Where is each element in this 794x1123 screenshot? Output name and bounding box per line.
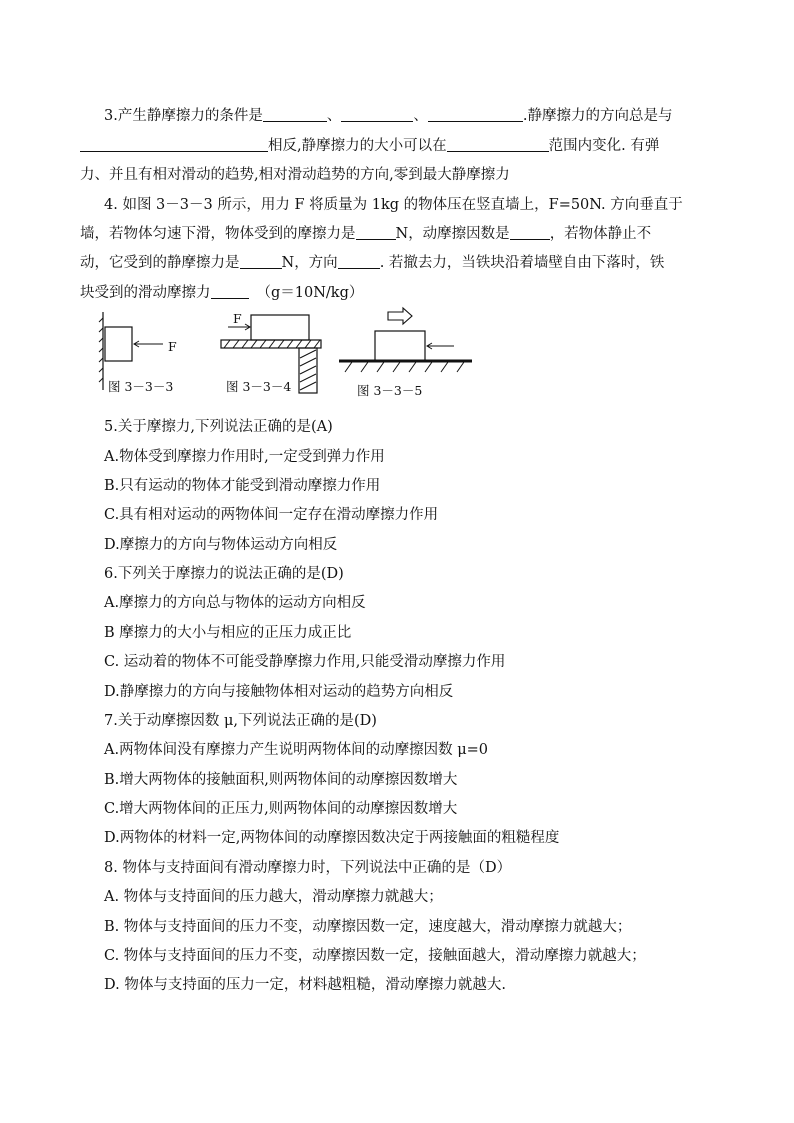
q4-line-1: 4. 如图 3－3－3 所示，用力 F 将质量为 1kg 的物体压在竖直墙上，F=50N. 方向垂直于 [104, 197, 683, 213]
q8-option-a: A. 物体与支持面间的压力越大，滑动摩擦力就越大； [104, 889, 443, 905]
q4-text: 动，它受到的静摩擦力是 [80, 255, 240, 271]
floor-hatching [345, 362, 464, 372]
block [375, 331, 425, 361]
q4-blank-5 [211, 284, 249, 299]
q4-blank-1 [356, 225, 396, 240]
q3-line-3: 力、并且有相对滑动的趋势,相对滑动趋势的方向,零到最大静摩擦力 [80, 167, 510, 183]
q6-option-d: D.静摩擦力的方向与接触物体相对运动的趋势方向相反 [104, 684, 454, 700]
figure-3-3-5 [339, 308, 472, 372]
post-hatching [300, 350, 316, 390]
q3-line-1 [104, 104, 672, 125]
q7-stem: 7.关于动摩擦因数 μ,下列说法正确的是(D) [104, 713, 377, 729]
q3-blank-2 [341, 107, 413, 122]
q3-separator: 、 [326, 108, 342, 124]
q5-option-d: D.摩擦力的方向与物体运动方向相反 [104, 537, 338, 553]
q7-option-d: D.两物体的材料一定,两物体间的动摩擦因数决定于两接触面的粗糙程度 [104, 830, 560, 846]
q6-stem: 6.下列关于摩擦力的说法正确的是(D) [104, 566, 344, 582]
shelf-hatching [224, 340, 320, 348]
q3-blank-5 [447, 137, 549, 152]
q4-blank-2 [510, 225, 550, 240]
q4-line-2 [80, 222, 651, 243]
q3-blank-3 [428, 107, 523, 122]
q4-text: . 若撤去力，当铁块沿着墙壁自由下落时，铁 [379, 255, 665, 271]
q5-stem: 5.关于摩擦力,下列说法正确的是(A) [104, 419, 333, 435]
fig2-force-label: F [233, 311, 242, 326]
q8-option-d: D. 物体与支持面的压力一定，材料越粗糙，滑动摩擦力就越大. [104, 977, 506, 993]
q7-option-c: C.增大两物体间的正压力,则两物体间的动摩擦因数增大 [104, 801, 458, 817]
q4-line-3 [80, 251, 664, 272]
q5-option-a: A.物体受到摩擦力作用时,一定受到弹力作用 [104, 449, 385, 465]
fig2-caption: 图 3－3－4 [226, 379, 292, 394]
q4-line-4 [80, 281, 363, 302]
block [105, 327, 132, 361]
q6-option-c: C. 运动着的物体不可能受静摩擦力作用,只能受滑动摩擦力作用 [104, 654, 506, 670]
q3-text: 相反,静摩擦力的大小可以在 [268, 138, 447, 154]
block [251, 315, 309, 340]
q3-blank-1 [263, 107, 327, 122]
q4-blank-4 [338, 254, 380, 269]
q3-text: 3.产生静摩擦力的条件是 [104, 108, 263, 124]
q3-text: .静摩擦力的方向总是与 [522, 108, 673, 124]
q8-option-c: C. 物体与支持面间的压力不变，动摩擦因数一定，接触面越大，滑动摩擦力就越大； [104, 948, 646, 964]
q4-text: 块受到的滑动摩擦力 [80, 285, 211, 301]
q7-option-b: B.增大两物体的接触面积,则两物体间的动摩擦因数增大 [104, 772, 458, 788]
q5-option-b: B.只有运动的物体才能受到滑动摩擦力作用 [104, 478, 381, 494]
q3-blank-4 [80, 137, 268, 152]
fig3-caption: 图 3－3－5 [357, 383, 423, 398]
fig1-caption: 图 3－3－3 [108, 379, 174, 394]
q8-stem: 8. 物体与支持面间有滑动摩擦力时，下列说法中正确的是（D） [104, 860, 512, 876]
q4-text: （g＝10N/kg） [256, 285, 364, 301]
q3-line-2 [80, 134, 659, 155]
q5-option-c: C.具有相对运动的两物体间一定存在滑动摩擦力作用 [104, 507, 439, 523]
q4-text: N，方向 [281, 255, 338, 271]
q6-option-a: A.摩擦力的方向总与物体的运动方向相反 [104, 595, 366, 611]
q4-text: 墙，若物体匀速下滑，物体受到的摩擦力是 [80, 226, 356, 242]
q6-option-b: B 摩擦力的大小与相应的正压力成正比 [104, 625, 352, 641]
q8-option-b: B. 物体与支持面间的压力不变，动摩擦因数一定，速度越大，滑动摩擦力就越大； [104, 919, 632, 935]
q7-option-a: A.两物体间没有摩擦力产生说明两物体间的动摩擦因数 μ=0 [104, 742, 488, 758]
q4-blank-3 [240, 254, 282, 269]
q4-text: N，动摩擦因数是 [395, 226, 510, 242]
fig1-force-label: F [168, 339, 177, 354]
motion-arrow-icon [388, 308, 412, 324]
q4-text: ，若物体静止不 [549, 226, 652, 242]
q3-text: 范围内变化. 有弹 [548, 138, 660, 154]
q3-separator: 、 [413, 108, 428, 124]
